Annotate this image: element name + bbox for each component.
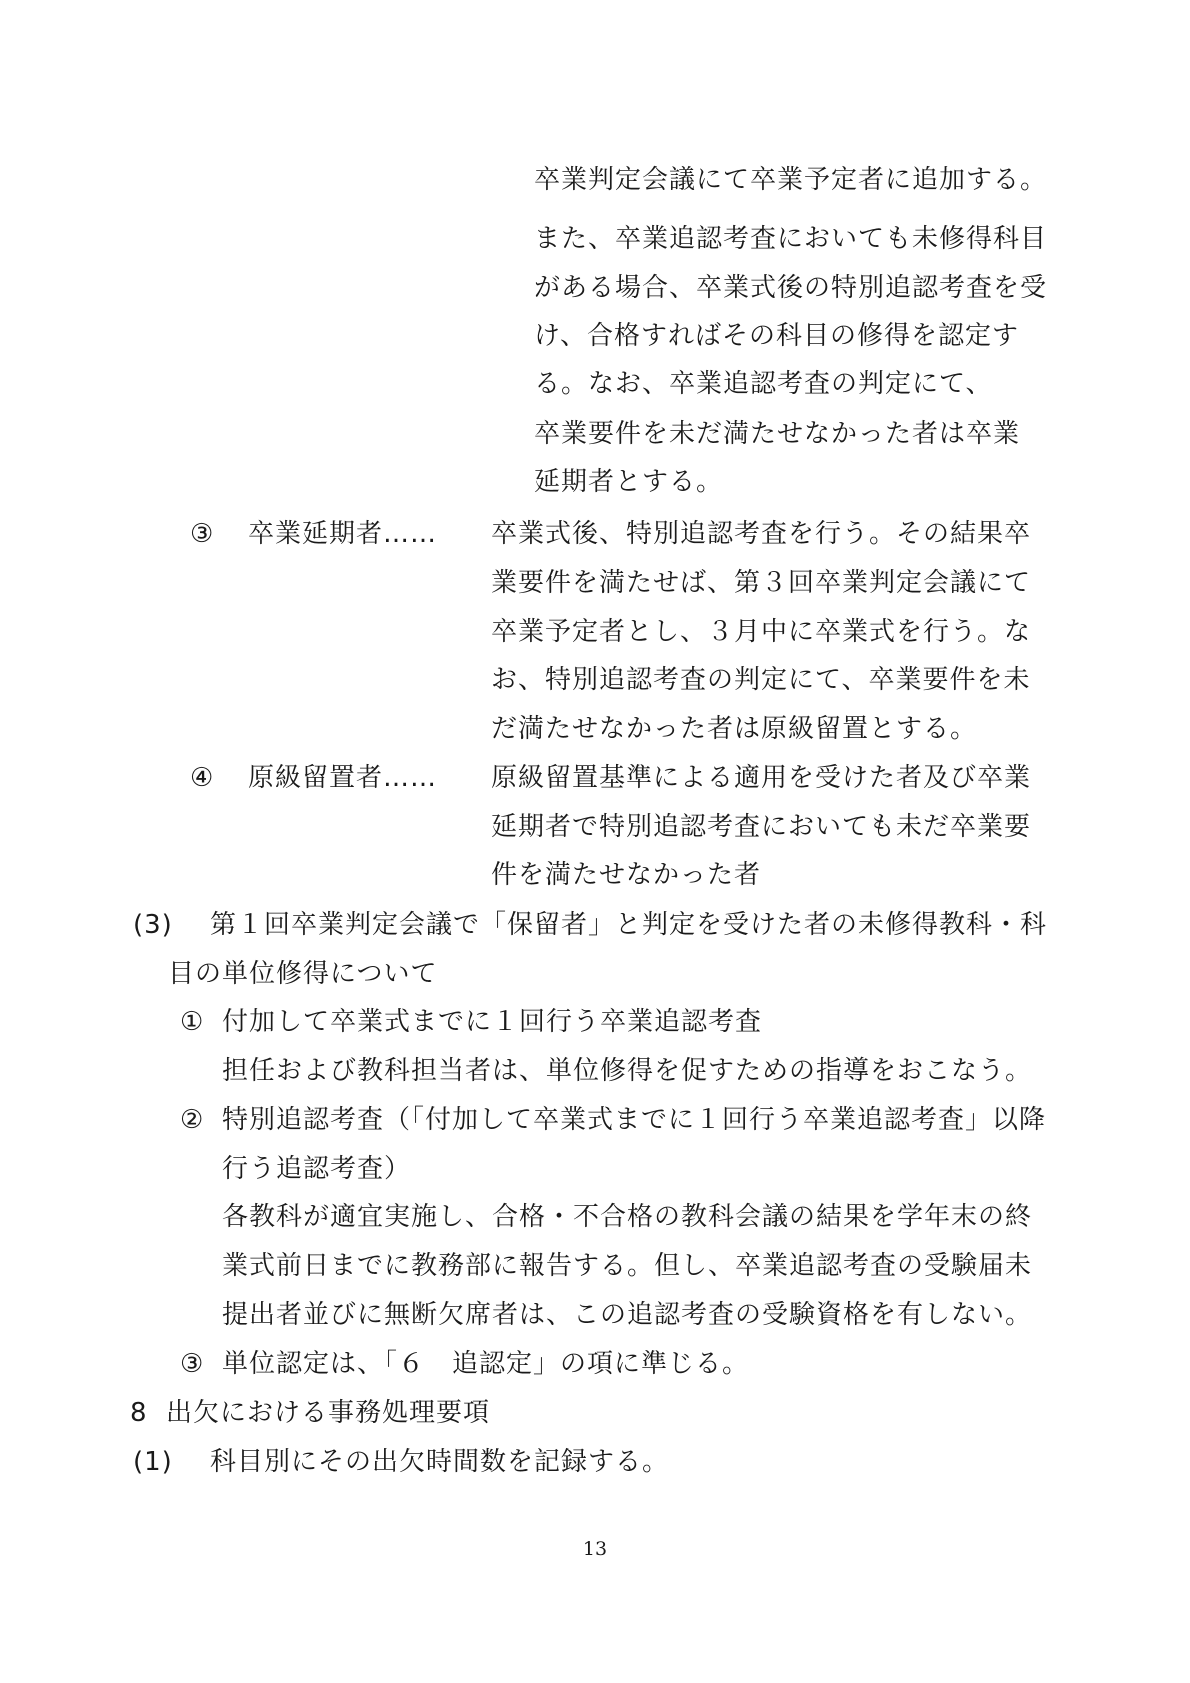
section-title: 第１回卒業判定会議で「保留者」と判定を受けた者の未修得教科・科: [210, 910, 1048, 940]
section-title: 出欠における事務処理要項: [166, 1398, 491, 1428]
item-marker: ④: [190, 763, 215, 793]
section-marker: (3): [133, 910, 173, 940]
text-line: 卒業判定会議にて卒業予定者に追加する。: [534, 165, 1048, 195]
section-title: 目の単位修得について: [168, 959, 438, 989]
text-line: また、卒業追認考査においても未修得科目: [534, 224, 1048, 254]
text-line: 延期者とする。: [534, 467, 724, 497]
text-line: 提出者並びに無断欠席者は、この追認考査の受験資格を有しない。: [222, 1300, 1033, 1330]
item-marker: ①: [180, 1007, 205, 1037]
page-number: 13: [582, 1538, 608, 1560]
section-marker: 8: [130, 1398, 148, 1428]
item-marker: ③: [180, 1349, 205, 1379]
text-line: る。なお、卒業追認考査の判定にて、: [534, 369, 993, 399]
item-term: 卒業延期者……: [248, 519, 438, 549]
text-line: 単位認定は、「６ 追認定」の項に準じる。: [222, 1349, 750, 1379]
text-line: 件を満たせなかった者: [491, 860, 762, 890]
item-title: 行う追認考査）: [222, 1154, 412, 1184]
item-marker: ③: [190, 519, 215, 549]
text-line: 原級留置基準による適用を受けた者及び卒業: [491, 763, 1032, 793]
item-title: 特別追認考査（「付加して卒業式までに１回行う卒業追認考査」以降: [222, 1105, 1047, 1135]
text-line: 科目別にその出欠時間数を記録する。: [210, 1447, 670, 1477]
text-line: 卒業要件を未だ満たせなかった者は卒業: [534, 419, 1021, 449]
text-line: だ満たせなかった者は原級留置とする。: [491, 714, 978, 744]
item-marker: ②: [180, 1105, 205, 1135]
text-line: け、合格すればその科目の修得を認定す: [534, 321, 1019, 351]
text-line: お、特別追認考査の判定にて、卒業要件を未: [491, 665, 1031, 695]
text-line: 担任および教科担当者は、単位修得を促すための指導をおこなう。: [222, 1056, 1033, 1086]
section-marker: (1): [133, 1447, 173, 1477]
item-term: 原級留置者……: [248, 763, 438, 793]
text-line: がある場合、卒業式後の特別追認考査を受: [534, 273, 1048, 303]
text-line: 卒業予定者とし、３月中に卒業式を行う。な: [491, 617, 1032, 647]
item-title: 付加して卒業式までに１回行う卒業追認考査: [222, 1007, 763, 1037]
text-line: 延期者で特別追認考査においても未だ卒業要: [491, 812, 1032, 842]
text-line: 業要件を満たせば、第３回卒業判定会議にて: [491, 568, 1032, 598]
text-line: 業式前日までに教務部に報告する。但し、卒業追認考査の受験届未: [222, 1251, 1033, 1281]
text-line: 卒業式後、特別追認考査を行う。その結果卒: [491, 519, 1032, 549]
text-line: 各教科が適宜実施し、合格・不合格の教科会議の結果を学年末の終: [222, 1202, 1033, 1232]
